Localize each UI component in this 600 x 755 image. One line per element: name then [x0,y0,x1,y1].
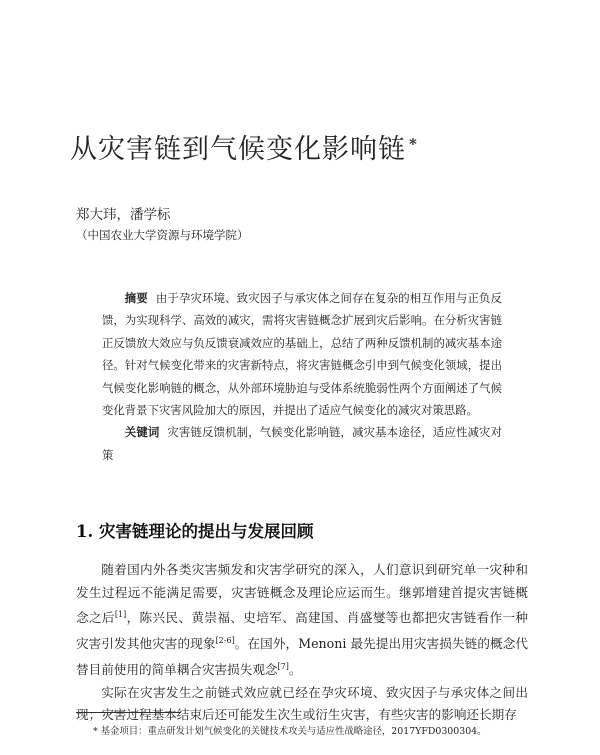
citation-2[interactable]: [2-6] [215,636,235,646]
citation-1[interactable]: [1] [114,610,127,620]
body-text-run: 。在国外，Menoni 最先提出用灾害损失链的概念代替目前使用的简单耦合灾害损失观念 [76,636,529,677]
article-title [70,127,418,166]
abstract-paragraph [102,287,502,421]
abstract-block [102,287,502,466]
body-text-run: 。 [288,661,302,677]
body-text-run: ，陈兴民、黄崇福、史培军、高建国、肖盛燮等也都把灾害链看作一种灾害引发其他灾害的现象 [76,610,529,652]
footnote-divider [76,712,181,713]
affiliation: （中国农业大学资源与环境学院） [76,228,249,242]
footnote-text: 基金项目：重点研发计划气候变化的关键技术攻关与适应性战略途径，2017YFD0300304。 [100,726,487,737]
body-paragraph-1 [76,559,528,682]
body-paragraph-2: 实际在灾害发生之前链式效应就已经在孕灾环境、致灾因子与承灾体之间出现；灾害过程基本结束后还可能发生次生或衍生灾害，有些灾害的影响还长期存 [76,684,528,723]
abstract-label: 摘要 [124,291,148,305]
citation-3[interactable]: [7] [277,661,289,671]
keywords-paragraph [102,421,502,466]
section-heading: 1. 灾害链理论的提出与发展回顾 [76,522,314,541]
footnote-mark: * [93,726,98,737]
keywords-text: 灾害链反馈机制，气候变化影响链，减灾基本途径，适应性减灾对策 [102,425,502,462]
abstract-text: 由于孕灾环境、致灾因子与承灾体之间存在复杂的相互作用与正负反馈，为实现科学、高效的减灾，需将灾害链概念扩展到灾后影响。在分析灾害链正反馈放大效应与负反馈衰减效应的基础上，总结了两种反馈机制的减灾基本途径。针对气候变化带来的灾害新特点，将灾害链概念引申到气候变化领域，提出气候变化影响链的概念，从外部环境胁迫与受体系统脆弱性两个方面阐述了气候变化背景下灾害风险加大的原因，并提出了适应气候变化的减灾对策思路。 [102,291,502,418]
title-text: 从灾害链到气候变化影响链 [70,134,406,165]
body-text [76,559,528,727]
title-footnote-mark: * [409,135,418,153]
body-text-run: 随着国内外各类灾害频发和灾害学研究的深入，人们意识到研究单一灾种和发生过程远不能满足需要，灾害链概念及理论应运而生。继郭增建首提灾害链概念之后 [76,562,528,626]
footnote [93,723,487,737]
keywords-label: 关键词 [124,425,160,440]
author-list: 郑大玮，潘学标 [76,207,171,223]
